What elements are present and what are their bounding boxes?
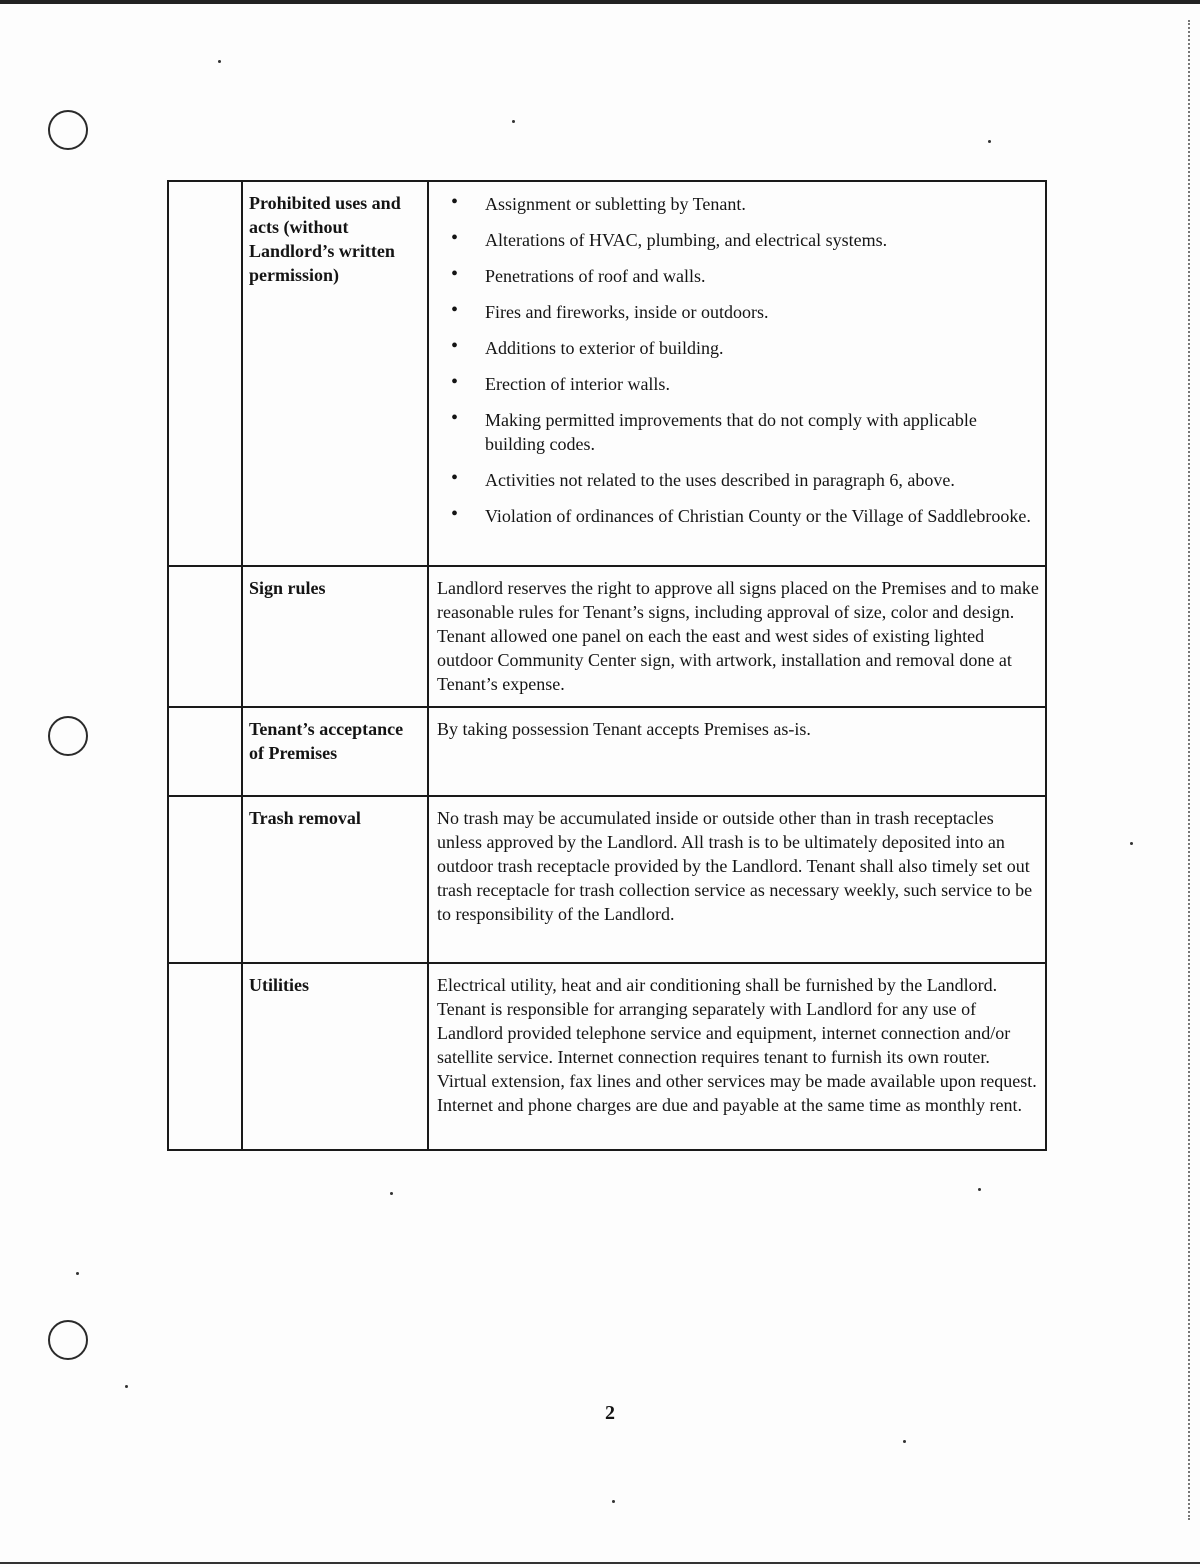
page-top-edge: [0, 0, 1200, 4]
prohibited-uses-list: [449, 192, 1035, 528]
scan-speck: [988, 140, 991, 143]
row-content: No trash may be accumulated inside or outside other than in trash receptacles unless approved by the Landlord. All trash is to be ultimately deposited into an outdoor trash receptacle provided by the Landlord. Tenant shall also timely set out trash receptacle for trash collection service as necessary weekly, such service to be to responsibility of the Landlord.: [428, 796, 1046, 963]
table-row-trash-removal: [168, 796, 1046, 963]
scan-speck: [1130, 842, 1133, 845]
blank-cell: [168, 707, 242, 796]
table-row-sign-rules: [168, 566, 1046, 707]
list-item: • Activities not related to the uses described in paragraph 6, above.: [449, 468, 1035, 492]
table-row-prohibited-uses: [168, 181, 1046, 566]
blank-cell: [168, 796, 242, 963]
blank-cell: [168, 566, 242, 707]
row-label: Tenant’s acceptance of Premises: [242, 707, 428, 796]
row-content: Electrical utility, heat and air conditioning shall be furnished by the Landlord. Tenant is responsible for arranging separately with Landlord for any use of Landlord provided telephone service and equipment, internet connection and/or satellite service. Internet connection requires tenant to furnish its own router. Virtual extension, fax lines and other services may be made available upon request. Internet and phone charges are due and payable at the same time as monthly rent.: [428, 963, 1046, 1150]
blank-cell: [168, 181, 242, 566]
row-label: Trash removal: [242, 796, 428, 963]
row-label: Utilities: [242, 963, 428, 1150]
row-label: Sign rules: [242, 566, 428, 707]
list-item: • Penetrations of roof and walls.: [449, 264, 1035, 288]
scan-speck: [390, 1192, 393, 1195]
list-item: • Additions to exterior of building.: [449, 336, 1035, 360]
scan-speck: [978, 1188, 981, 1191]
page-bottom-edge: [0, 1562, 1200, 1564]
blank-cell: [168, 963, 242, 1150]
list-item: • Alterations of HVAC, plumbing, and electrical systems.: [449, 228, 1035, 252]
punch-hole-bottom: [48, 1320, 88, 1360]
scan-speck: [76, 1272, 79, 1275]
row-content: By taking possession Tenant accepts Premises as-is.: [428, 707, 1046, 796]
punch-hole-middle: [48, 716, 88, 756]
page-right-edge: [1188, 20, 1190, 1520]
scan-speck: [612, 1500, 615, 1503]
list-item: • Assignment or subletting by Tenant.: [449, 192, 1035, 216]
list-item: • Fires and fireworks, inside or outdoors.: [449, 300, 1035, 324]
row-label: Prohibited uses and acts (without Landlord’s written permission): [242, 181, 428, 566]
table-row-tenant-acceptance: [168, 707, 1046, 796]
scan-speck: [512, 120, 515, 123]
punch-hole-top: [48, 110, 88, 150]
table-row-utilities: [168, 963, 1046, 1150]
list-item: • Erection of interior walls.: [449, 372, 1035, 396]
row-content: Landlord reserves the right to approve all signs placed on the Premises and to make reasonable rules for Tenant’s signs, including approval of size, color and design. Tenant allowed one panel on each the east and west sides of existing lighted outdoor Community Center sign, with artwork, installation and removal done at Tenant’s expense.: [428, 566, 1046, 707]
list-item: • Violation of ordinances of Christian County or the Village of Saddlebrooke.: [449, 504, 1035, 528]
lease-terms-table: [167, 180, 1047, 1151]
scan-speck: [903, 1440, 906, 1443]
page-number: 2: [605, 1402, 615, 1424]
row-content: [428, 181, 1046, 566]
scan-speck: [125, 1385, 128, 1388]
list-item: • Making permitted improvements that do not comply with applicable building codes.: [449, 408, 1035, 456]
scan-speck: [218, 60, 221, 63]
